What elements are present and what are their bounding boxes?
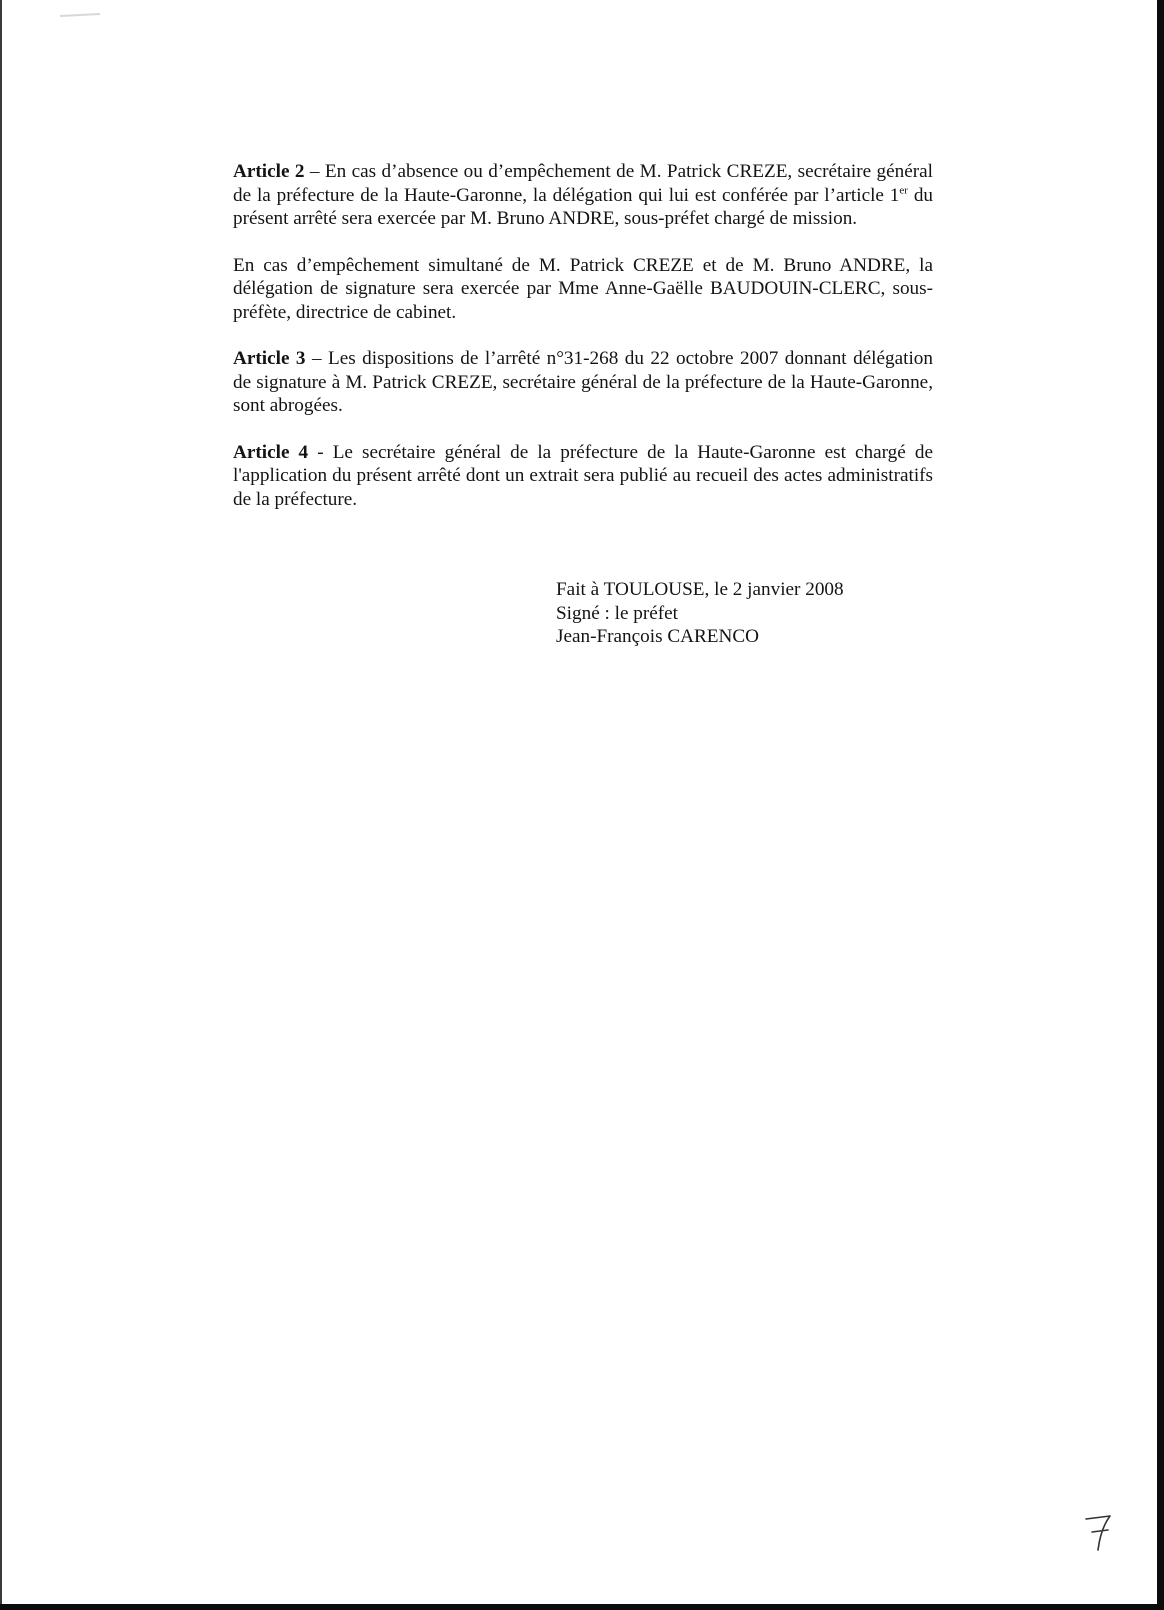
article-4-text: - Le secrétaire général de la préfecture de la Haute-Garonne est chargé de l'application du présent arrêté dont un extrait sera publié au recueil des actes administratifs de la préfecture.: [233, 441, 933, 510]
article-3-text: – Les dispositions de l’arrêté n°31-268 du 22 octobre 2007 donnant délégation de signature à M. Patrick CREZE, secrétaire général de la préfecture de la Haute-Garonne, sont abrogées.: [233, 348, 933, 416]
signature-block: [556, 578, 844, 649]
article-4-label: Article 4: [233, 441, 309, 463]
scan-smudge: [60, 13, 100, 17]
scan-edge-left: [0, 0, 2, 1610]
signature-place-date: Fait à TOULOUSE, le 2 janvier 2008: [556, 579, 844, 600]
signature-name: Jean-François CARENCO: [556, 626, 760, 647]
article-2-label: Article 2: [233, 161, 305, 182]
article-2-text-b: du présent arrêté sera exercée par M. Bruno ANDRE, sous-préfet chargé de mission.: [233, 184, 934, 229]
article-2-text-a: – En cas d’absence ou d’empêchement de M. Patrick CREZE, secrétaire général de la préfecture de la Haute-Garonne, la délégation qui lui est conférée par l’article 1: [233, 161, 933, 206]
handwritten-page-number: [1082, 1510, 1116, 1554]
article-4-paragraph: [233, 441, 933, 512]
article-2-superscript: er: [899, 184, 908, 197]
article-3-label: Article 3: [233, 348, 306, 369]
document-body: [233, 160, 933, 534]
simultaneous-absence-paragraph: En cas d’empêchement simultané de M. Patrick CREZE et de M. Bruno ANDRE, la délégation de signature sera exercée par Mme Anne-Gaëlle BAUDOUIN-CLERC, sous-préfète, directrice de cabinet.: [233, 254, 933, 323]
article-3-paragraph: [233, 347, 933, 418]
scan-edge-bottom: [0, 1604, 1164, 1610]
signature-signed: Signé : le préfet: [556, 602, 679, 624]
article-2-paragraph: [233, 160, 933, 231]
scan-edge-right: [1157, 0, 1164, 1610]
